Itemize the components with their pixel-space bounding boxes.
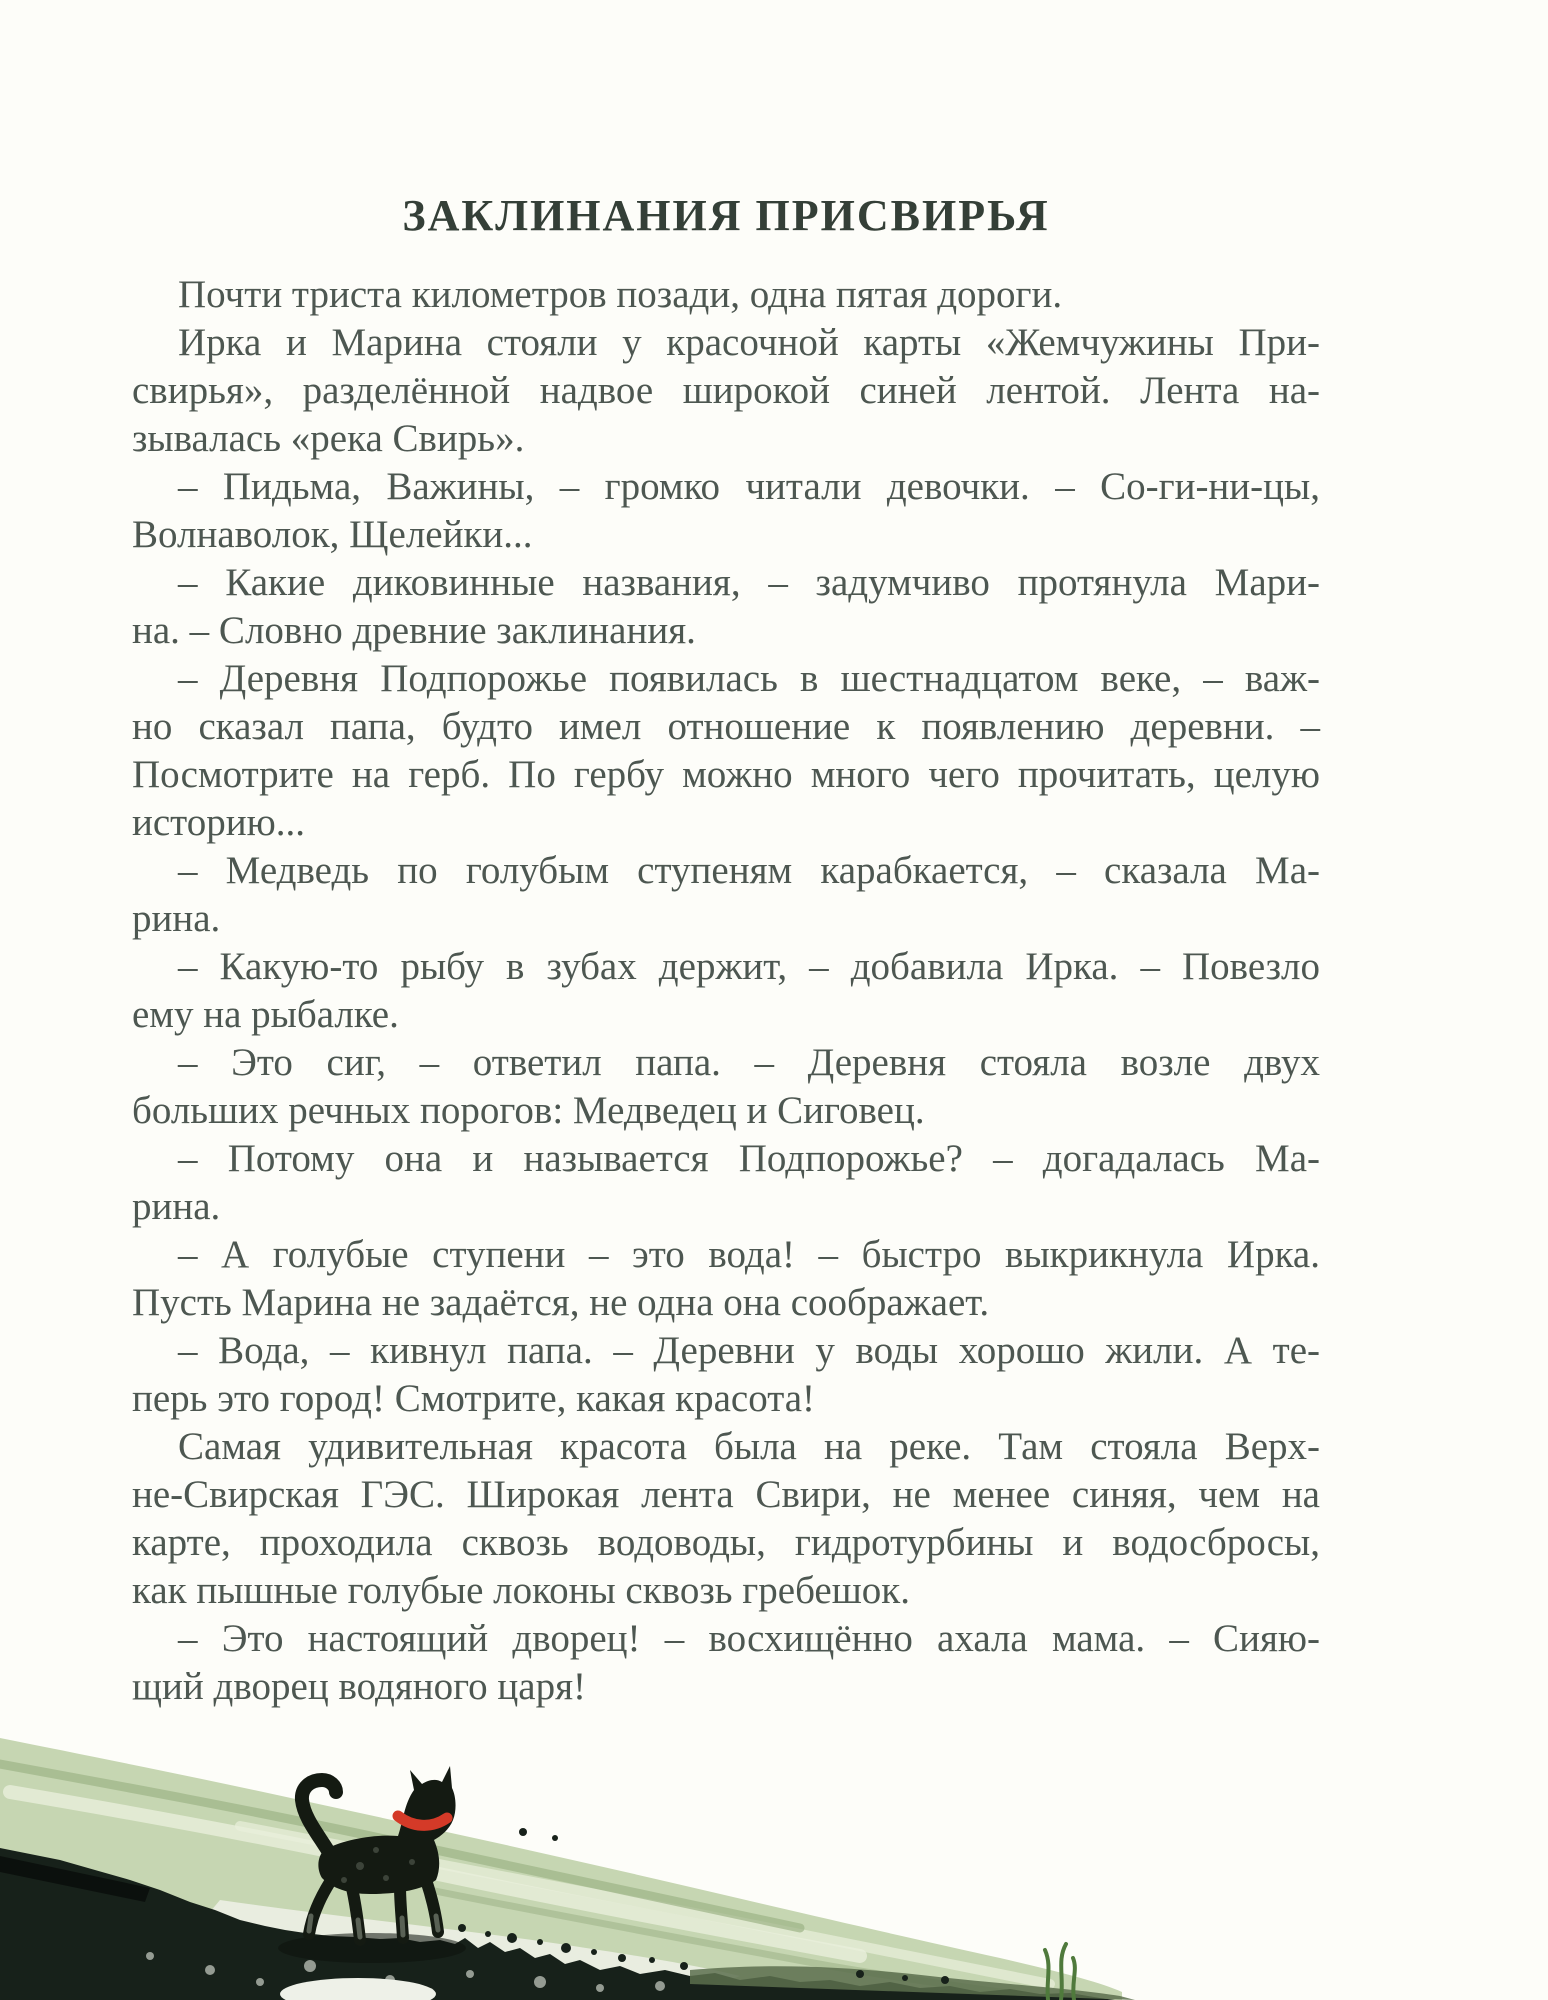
text-line: Волнаволок, Щелейки... [132, 513, 533, 556]
text-line: больших речных порогов: Медведец и Сиговец. [132, 1089, 925, 1132]
text-line: на. – Словно древние заклинания. [132, 609, 696, 652]
paragraph [132, 1423, 1320, 1615]
page-title: ЗАКЛИНАНИЯ ПРИСВИРЬЯ [402, 191, 1050, 241]
paragraph [132, 1615, 1320, 1711]
paragraph [132, 271, 1320, 319]
paragraph [132, 1327, 1320, 1423]
paragraph [132, 1231, 1320, 1327]
text-line: свирья», разделённой надвое широкой синей лентой. Лента на- [132, 369, 1320, 412]
text-line: зывалась «река Свирь». [132, 417, 525, 460]
paragraph [132, 1039, 1320, 1135]
text-line: как пышные голубые локоны сквозь гребешок. [132, 1569, 910, 1612]
text-line: – Потому она и называется Подпорожье? – догадалась Ма- [178, 1137, 1320, 1180]
paragraph [132, 655, 1320, 847]
shore-illustration [0, 1730, 1548, 2000]
text-line: – Это настоящий дворец! – восхищённо ахала мама. – Сияю- [178, 1617, 1320, 1660]
paragraph [132, 319, 1320, 463]
text-line: – Пидьма, Важины, – громко читали девочки. – Со-ги-ни-цы, [178, 465, 1320, 508]
text-line: – Деревня Подпорожье появилась в шестнадцатом веке, – важ- [178, 657, 1320, 700]
text-line: рина. [132, 1185, 221, 1228]
shore-illustration-svg [0, 1730, 1548, 2000]
text-line: перь это город! Смотрите, какая красота! [132, 1377, 816, 1420]
text-line: Почти триста километров позади, одна пятая дороги. [178, 273, 1063, 316]
text-line: – Какую-то рыбу в зубах держит, – добавила Ирка. – Повезло [178, 945, 1320, 988]
text-line: – Это сиг, – ответил папа. – Деревня стояла возле двух [178, 1041, 1320, 1084]
text-line: – Вода, – кивнул папа. – Деревни у воды хорошо жили. А те- [178, 1329, 1320, 1372]
text-line: рина. [132, 897, 221, 940]
paragraph [132, 847, 1320, 943]
text-block [132, 271, 1320, 1711]
paragraph [132, 943, 1320, 1039]
text-line: – Медведь по голубым ступеням карабкается, – сказала Ма- [178, 849, 1320, 892]
text-line: Самая удивительная красота была на реке. Там стояла Верх- [178, 1425, 1320, 1468]
text-line: Ирка и Марина стояли у красочной карты «Жемчужины При- [178, 321, 1320, 364]
text-line: – А голубые ступени – это вода! – быстро выкрикнула Ирка. [178, 1233, 1320, 1276]
paragraph [132, 463, 1320, 559]
text-line: карте, проходила сквозь водоводы, гидротурбины и водосбросы, [132, 1521, 1320, 1564]
text-line: – Какие диковинные названия, – задумчиво протянула Мари- [178, 561, 1320, 604]
text-line: Пусть Марина не задаётся, не одна она соображает. [132, 1281, 990, 1324]
text-line: но сказал папа, будто имел отношение к появлению деревни. – [132, 705, 1320, 748]
paragraph [132, 559, 1320, 655]
text-line: не-Свирская ГЭС. Широкая лента Свири, не менее синяя, чем на [132, 1473, 1320, 1516]
text-line: ему на рыбалке. [132, 993, 399, 1036]
text-line: Посмотрите на герб. По гербу можно много чего прочитать, целую [132, 753, 1320, 796]
text-line: щий дворец водяного царя! [132, 1665, 587, 1708]
paragraph [132, 1135, 1320, 1231]
text-line: историю... [132, 801, 305, 844]
